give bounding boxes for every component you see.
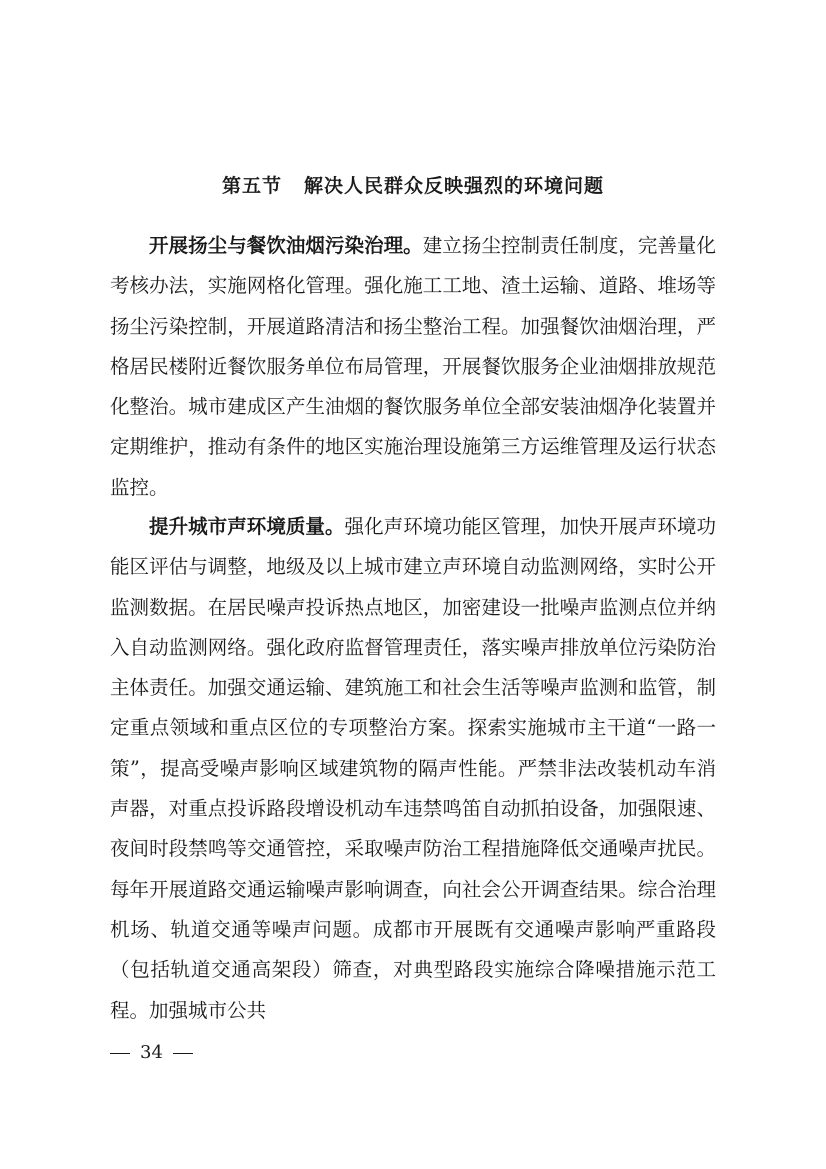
page-number: 34 [140, 1042, 163, 1063]
paragraph-body: 建立扬尘控制责任制度，完善量化考核办法，实施网格化管理。强化施工工地、渣土运输、道路、堆场等扬尘污染控制，开展道路清洁和扬尘整治工程。加强餐饮油烟治理，严格居民楼附近餐饮服务单位布局管理，开展餐饮服务企业油烟排放规范化整治。城市建成区产生油烟的餐饮服务单位全部安装油烟净化装置并定期维护，推动有条件的地区实施治理设施第三方运维管理及运行状态监控。 [110, 234, 716, 499]
footer-dash-left [110, 1053, 130, 1054]
section-number: 第五节 [221, 175, 282, 197]
section-heading [0, 172, 826, 200]
page-footer [110, 1041, 193, 1065]
paragraph-dust-and-fume-control [110, 226, 716, 508]
paragraph-acoustic-environment [110, 507, 716, 1031]
paragraph-lead: 开展扬尘与餐饮油烟污染治理。 [149, 234, 423, 257]
footer-dash-right [173, 1053, 193, 1054]
paragraph-body: 强化声环境功能区管理，加快开展声环境功能区评估与调整，地级及以上城市建立声环境自动监测网络，实时公开监测数据。在居民噪声投诉热点地区，加密建设一批噪声监测点位并纳入自动监测网络。强化政府监督管理责任，落实噪声排放单位污染防治主体责任。加强交通运输、建筑施工和社会生活等噪声监测和监管，制定重点领域和重点区位的专项整治方案。探索实施城市主干道“一路一策”，提高受噪声影响区域建筑物的隔声性能。严禁非法改装机动车消声器，对重点投诉路段增设机动车违禁鸣笛自动抓拍设备，加强限速、夜间时段禁鸣等交通管控，采取噪声防治工程措施降低交通噪声扰民。每年开展道路交通运输噪声影响调查，向社会公开调查结果。综合治理机场、轨道交通等噪声问题。成都市开展既有交通噪声影响严重路段（包括轨道交通高架段）筛查，对典型路段实施综合降噪措施示范工程。加强城市公共 [110, 515, 716, 1022]
paragraph-lead: 提升城市声环境质量。 [149, 515, 345, 538]
section-title-text: 解决人民群众反映强烈的环境问题 [304, 175, 605, 197]
